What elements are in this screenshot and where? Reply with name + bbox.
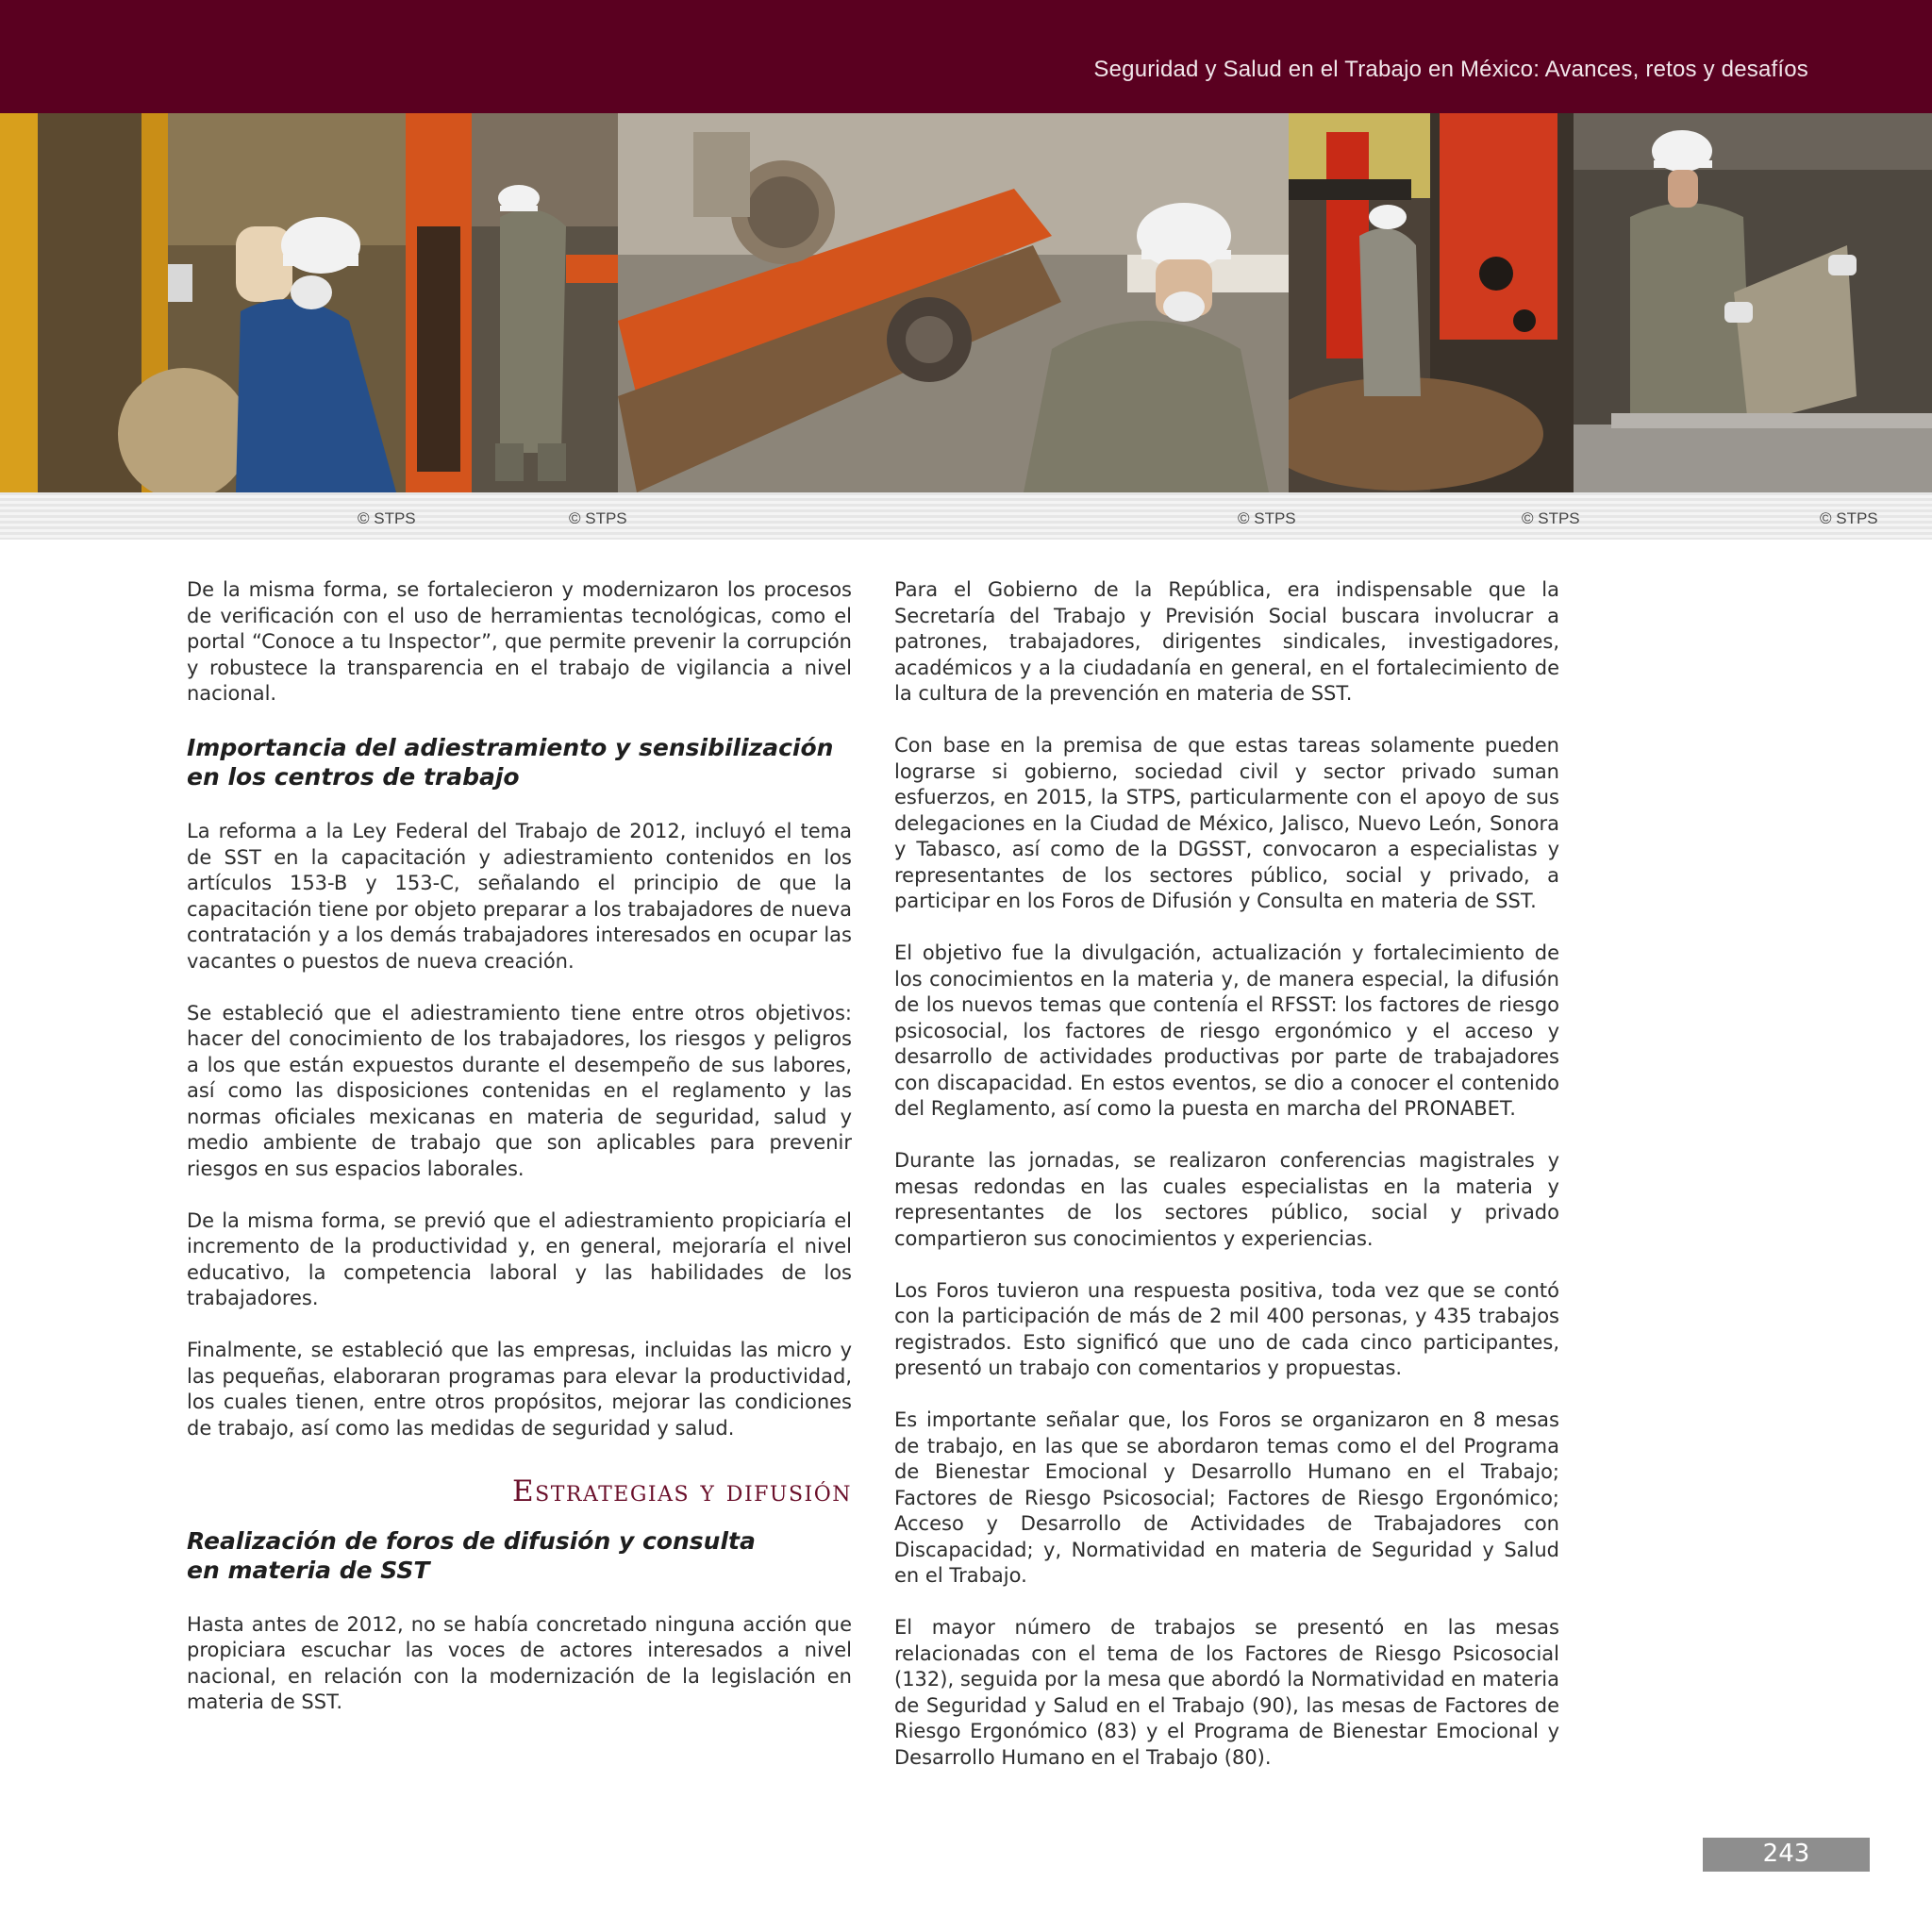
page-number-box (1703, 1838, 1870, 1872)
body-paragraph: Finalmente, se estableció que las empresas, incluidas las micro y las pequeñas, elaboraran programas para elevar la productividad, los cuales tienen, entre otros propósitos, mejorar las condiciones de trabajo, así como las medidas de seguridad y salud. (187, 1339, 852, 1440)
body-paragraph: De la misma forma, se previó que el adiestramiento propiciaría el incremento de la productividad y, en general, mejoraría el nivel educativo, la competencia laboral y las habilidades de los trabajadores. (187, 1208, 852, 1309)
body-paragraph: Los Foros tuvieron una respuesta positiva, toda vez que se contó con la participación de más de 2 mil 400 personas, y 435 trabajos registrados. Esto significó que uno de cada cinco participantes, presentó un trabajo con comentarios y propuestas. (894, 1278, 1559, 1379)
body-paragraph: Durante las jornadas, se realizaron conferencias magistrales y mesas redondas en las cuales especialistas en la materia y representantes de los sectores público, social y privado compartieron sus conocimientos y experiencias. (894, 1149, 1559, 1250)
photo-worker-blue-jacket (0, 113, 406, 492)
photo-credits-band (0, 492, 1932, 540)
body-paragraph: El mayor número de trabajos se presentó en las mesas relacionadas con el tema de los Factores de Riesgo Psicosocial (132), seguida por la mesa que abordó la Normatividad en materia de Seguridad y Salud en el Trabajo (90), las mesas de Factores de Riesgo Ergonómico (83) y el Programa de Bienestar Emocional y Desarrollo Humano en el Trabajo (80). (894, 1616, 1559, 1769)
section-title: Estrategias y difusión (512, 1474, 852, 1508)
page-number: 243 (1762, 1840, 1810, 1868)
left-column (187, 577, 852, 1741)
photo-credit: © STPS (569, 509, 627, 527)
body-paragraph: De la misma forma, se fortalecieron y modernizaron los procesos de verificación con el uso de herramientas tecnológicas, como el portal “Conoce a tu Inspector”, que permite prevenir la corrupción y robustece la transparencia en el trabajo de vigilancia a nivel nacional. (187, 578, 852, 705)
body-paragraph: Se estableció que el adiestramiento tiene entre otros objetivos: hacer del conocimiento de los trabajadores, los riesgos y peligros a los que están expuestos durante el desempeño de sus labores, así como las disposiciones contenidas en el reglamento y las normas oficiales mexicanas en materia de seguridad, salud y medio ambiente de trabajo que son aplicables para prevenir riesgos en sus espacios laborales. (187, 1001, 852, 1180)
photo-motor-conveyor (618, 113, 1289, 492)
subheading-adiestramiento (187, 733, 852, 791)
subheading-line: Realización de foros de difusión y consulta (187, 1526, 756, 1555)
running-header-title: Seguridad y Salud en el Trabajo en México: Avances, retos y desafíos (1093, 57, 1808, 82)
photo-strip (0, 113, 1932, 492)
subheading-foros (187, 1526, 852, 1585)
header-bar (0, 0, 1932, 113)
body-paragraph: La reforma a la Ley Federal del Trabajo de 2012, incluyó el tema de SST en la capacitación y adiestramiento contenidos en los artículos 153-B y 153-C, señalando el principio de que la capacitación tiene por objeto preparar a los trabajadores de nueva contratación y a los demás trabajadores interesados en ocupar las vacantes o puestos de nueva creación. (187, 820, 852, 973)
subheading-line: en materia de SST (187, 1556, 430, 1584)
photo-credit: © STPS (1238, 509, 1296, 527)
body-paragraph: El objetivo fue la divulgación, actualización y fortalecimiento de los conocimientos en la materia y, de manera especial, la difusión de los nuevos temas que contenía el RFSST: los factores de riesgo psicosocial, los factores de riesgo ergonómico y el acceso y desarrollo de actividades productivas por parte de trabajadores con discapacidad. En estos eventos, se dio a conocer el contenido del Reglamento, así como la puesta en marcha del PRONABET. (894, 941, 1559, 1120)
photo-worker-tray (1574, 113, 1932, 492)
photo-credit: © STPS (1522, 509, 1580, 527)
subheading-line: Importancia del adiestramiento y sensibilización (187, 734, 834, 761)
body-paragraph: Con base en la premisa de que estas tareas solamente pueden lograrse si gobierno, sociedad civil y sector privado suman esfuerzos, en 2015, la STPS, particularmente con el apoyo de sus delegaciones en la Ciudad de México, Jalisco, Nuevo León, Sonora y Tabasco, así como de la DGSST, convocaron a especialistas y representantes de los sectores público, social y privado, a participar en los Foros de Difusión y Consulta en materia de SST. (894, 734, 1559, 912)
body-paragraph: Hasta antes de 2012, no se había concretado ninguna acción que propiciara escuchar las voces de actores interesados a nivel nacional, en relación con la modernización de la legislación en materia de SST. (187, 1612, 852, 1713)
photo-coffee-roaster (1289, 113, 1574, 492)
photo-worker-orange-machine (406, 113, 618, 492)
subheading-line: en los centros de trabajo (187, 763, 520, 791)
body-paragraph: Para el Gobierno de la República, era indispensable que la Secretaría del Trabajo y Previsión Social buscara involucrar a patrones, trabajadores, dirigentes sindicales, investigadores, académicos y a la ciudadanía en general, en el fortalecimiento de la cultura de la prevención en materia de SST. (894, 578, 1559, 705)
right-column (894, 577, 1559, 1797)
photo-credit: © STPS (1820, 509, 1878, 527)
photo-credit: © STPS (358, 509, 416, 527)
body-paragraph: Es importante señalar que, los Foros se organizaron en 8 mesas de trabajo, en las que se abordaron temas como el del Programa de Bienestar Emocional y Desarrollo Humano en el Trabajo; Factores de Riesgo Psicosocial; Factores de Riesgo Ergonómico; Acceso y Desarrollo de Actividades de Trabajadores con Discapacidad; y, Normatividad en materia de Seguridad y Salud en el Trabajo. (894, 1408, 1559, 1587)
